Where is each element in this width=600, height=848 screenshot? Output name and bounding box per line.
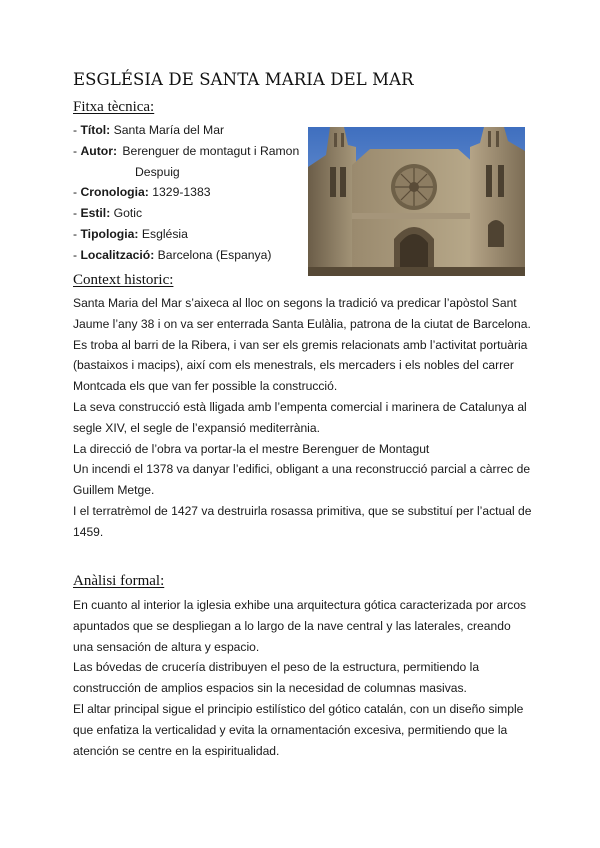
- analisi-paragraph: El altar principal sigue el principio estilístico del gótico catalán, con un diseño simple que enfatiza la verticalidad y evita la ornamentación excesiva, permitiendo que la atención se centre en la espiritualidad.: [73, 701, 524, 758]
- fact-estil: - Estil: Gotic: [73, 206, 143, 220]
- fact-label: Estil:: [80, 206, 111, 220]
- fact-autor-continued: Despuig: [135, 165, 180, 179]
- context-paragraph: Un incendi el 1378 va danyar l’edifici, obligant a una reconstrucció parcial a càrrec de Guillem Metge.: [73, 462, 531, 498]
- fact-value: Santa María del Mar: [113, 123, 225, 137]
- church-photo: [308, 127, 525, 276]
- fitxa-heading: Fitxa tècnica:: [73, 99, 155, 115]
- fact-cronologia: - Cronologia: 1329-1383: [73, 185, 211, 199]
- context-paragraph: Es troba al barri de la Ribera, i van ser els gremis relacionats amb l’activitat portuària (bastaixos i macips), així com els menestrals, els mercaders i els nobles del carrer Montcada els que van fer possible la construcció.: [73, 337, 528, 394]
- analisi-paragraph: En cuanto al interior la iglesia exhibe una arquitectura gótica caracterizada por arcos apuntados que se despliegan a lo largo de la nave central y las laterales, creando una sensación de altura y espacio.: [73, 598, 527, 654]
- analisi-paragraph: Las bóvedas de crucería distribuyen el peso de la estructura, permitiendo la construcción de amplios espacios sin la necesidad de columnas masivas.: [73, 660, 480, 696]
- fact-label: Autor:: [80, 144, 118, 158]
- fact-label: Títol:: [80, 123, 111, 137]
- fact-autor: - Autor: Berenguer de montagut i Ramon: [73, 144, 300, 158]
- context-paragraph: Santa Maria del Mar s’aixeca al lloc on segons la tradició va predicar l’apòstol Sant Jaume l’any 38 i on va ser enterrada Santa Eulàlia, patrona de la ciutat de Barcelona.: [73, 296, 531, 331]
- fact-tipologia: - Tipologia: Església: [73, 227, 188, 241]
- analisi-body: [73, 595, 533, 761]
- fact-value: Berenguer de montagut i Ramon: [122, 144, 300, 158]
- page-title: ESGLÉSIA DE SANTA MARIA DEL MAR: [73, 70, 414, 89]
- fact-titol: - Títol: Santa María del Mar: [73, 123, 225, 137]
- context-heading: Context historic:: [73, 272, 174, 288]
- context-paragraph: La seva construcció està lligada amb l’empenta comercial i marinera de Catalunya al segle XIV, el segle de l’expansió mediterrània.: [73, 399, 527, 435]
- fact-value: Gotic: [113, 206, 143, 220]
- fact-value: 1329-1383: [152, 185, 211, 199]
- fact-value: Barcelona (Espanya): [157, 248, 272, 262]
- analisi-heading: Anàlisi formal:: [73, 573, 165, 589]
- fact-label: Cronologia:: [80, 185, 149, 199]
- context-paragraph: I el terratrèmol de 1427 va destruirla rosassa primitiva, que se substituí per l’actual de 1459.: [73, 503, 532, 539]
- context-paragraph: La direcció de l’obra va portar-la el mestre Berenguer de Montagut: [73, 441, 430, 456]
- fact-label: Localització:: [80, 248, 155, 262]
- fact-value: Església: [141, 227, 188, 241]
- context-body: [73, 293, 533, 543]
- fact-localitzacio: - Localització: Barcelona (Espanya): [73, 248, 272, 262]
- fact-label: Tipologia:: [80, 227, 139, 241]
